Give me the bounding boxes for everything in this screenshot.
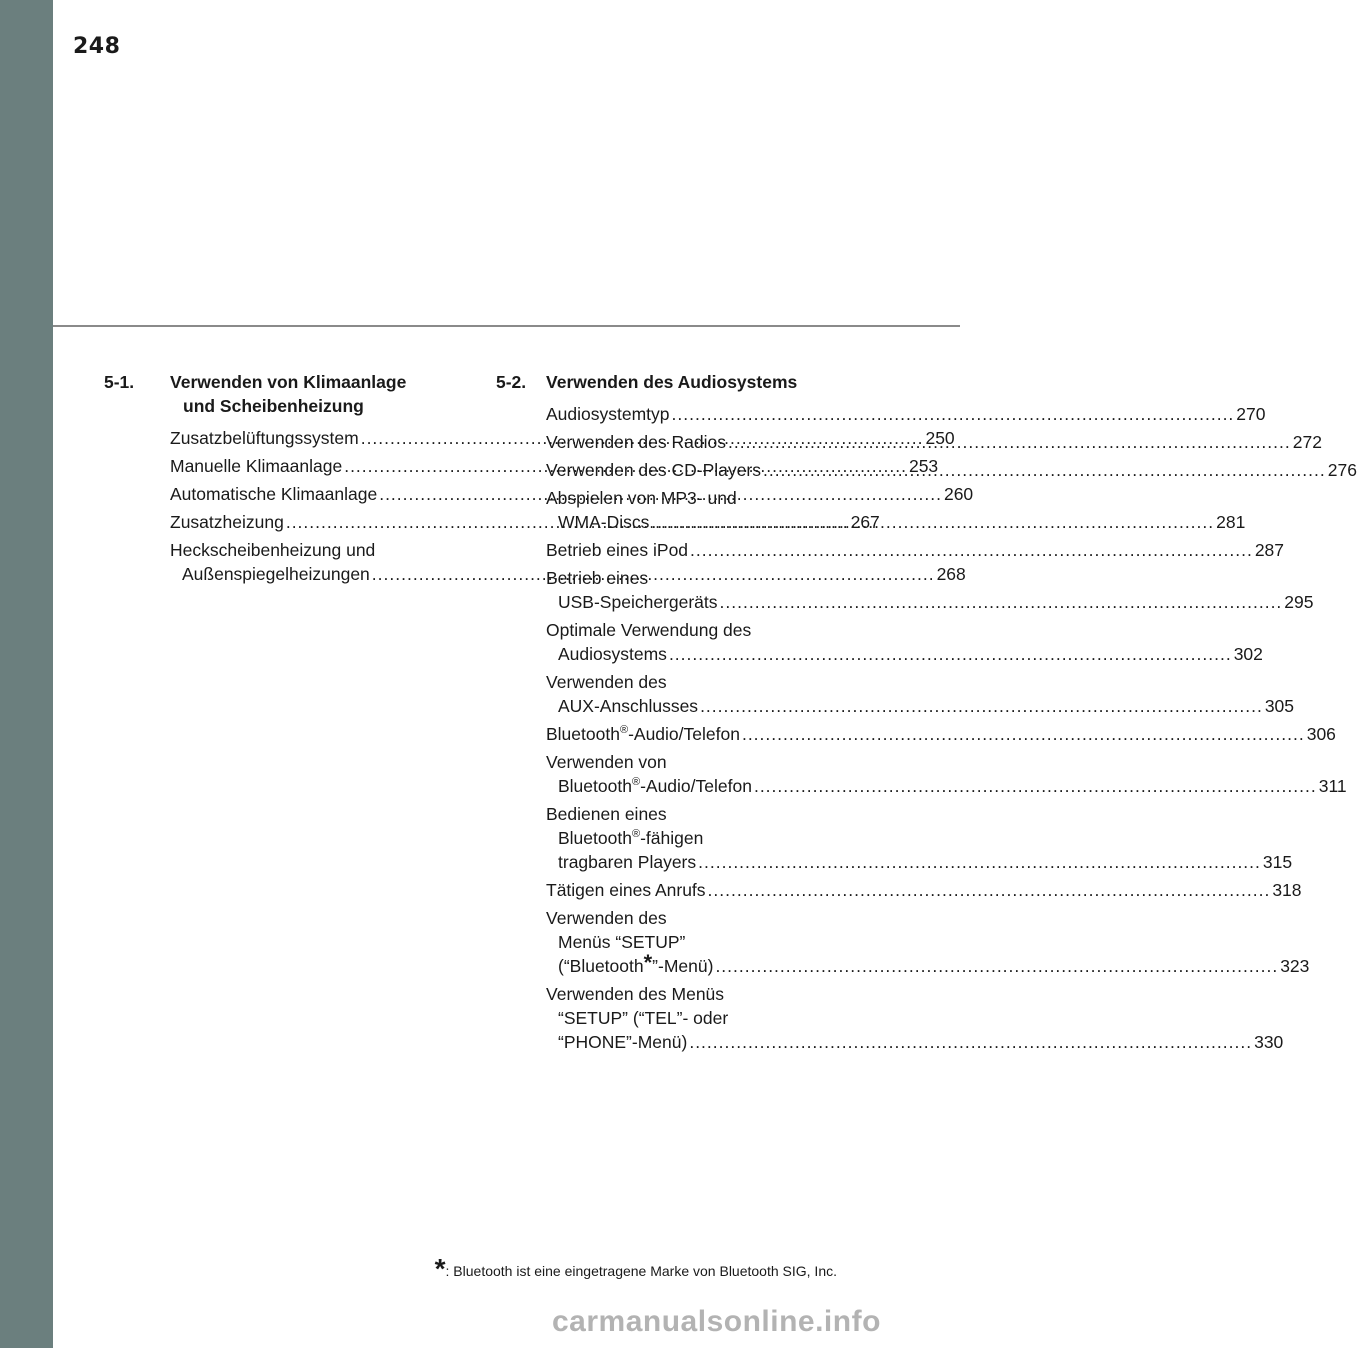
section-heading (496, 370, 837, 394)
entry-title-line: Abspielen von MP3- und (546, 488, 737, 508)
entry-page: 318 (1272, 880, 1302, 900)
entry-page: 272 (1292, 432, 1322, 452)
section-number: 5-2. (496, 372, 527, 392)
entry-page: 323 (1280, 956, 1310, 976)
entry-title-line: Bluetooth®-fähigen (558, 828, 704, 848)
section-title-line1: Verwenden des Audiosystems (546, 372, 798, 392)
page-number: 248 (73, 34, 121, 59)
section-title-line1: Verwenden von Klimaanlage (170, 372, 407, 392)
dot-leader (667, 644, 1234, 664)
entry-page: 306 (1306, 724, 1336, 744)
entry-page: 250 (925, 428, 955, 448)
entry-title-line: Betrieb eines (546, 568, 649, 588)
toc-entry[interactable] (546, 750, 1347, 798)
entry-page: 260 (943, 484, 974, 504)
dot-leader (649, 512, 1216, 532)
entry-title: Audiosystems (558, 644, 667, 664)
entry-title: Bluetooth®-Audio/Telefon (558, 776, 752, 796)
entry-title-line: Bedienen eines (546, 804, 667, 824)
dot-leader (670, 404, 1237, 424)
section-number: 5-1. (104, 372, 135, 392)
entry-page: 330 (1254, 1032, 1284, 1052)
entry-title-line: “SETUP” (“TEL”- oder (558, 1008, 729, 1028)
entry-title: “PHONE”-Menü) (558, 1032, 688, 1052)
entry-page: 305 (1264, 696, 1295, 716)
section-title (170, 370, 464, 418)
entry-title: Verwenden des CD-Players (546, 460, 761, 480)
footnote (435, 1253, 837, 1285)
entry-page: 315 (1262, 852, 1293, 872)
entry-title: Tätigen eines Anrufs (546, 880, 706, 900)
toc-entry[interactable] (546, 618, 1263, 666)
toc-entry[interactable] (546, 982, 1284, 1054)
dot-leader (726, 432, 1293, 452)
entry-page: 311 (1318, 776, 1347, 796)
dot-leader (696, 852, 1263, 872)
entry-title: Manuelle Klimaanlage (170, 456, 343, 476)
dot-leader (752, 776, 1319, 796)
dot-leader (740, 724, 1307, 744)
entry-page: 276 (1327, 460, 1357, 480)
horizontal-divider (53, 325, 960, 327)
toc-entry[interactable] (546, 878, 1302, 902)
dot-leader (706, 880, 1273, 900)
entry-title-line: Verwenden des Menüs (546, 984, 725, 1004)
entry-title: Betrieb eines iPod (546, 540, 689, 560)
entry-title-line: Verwenden des (546, 908, 667, 928)
footnote-asterisk: * (434, 1253, 446, 1284)
entry-title: Bluetooth®-Audio/Telefon (546, 724, 740, 744)
entry-title: Verwenden des Radios (546, 432, 726, 452)
entry-title: Automatische Klimaanlage (170, 484, 378, 504)
toc-entry[interactable] (546, 402, 1266, 426)
toc-entry[interactable] (546, 722, 1336, 746)
entry-title: USB-Speichergeräts (558, 592, 718, 612)
entry-title: Zusatzheizung (170, 512, 284, 532)
entry-page: 295 (1284, 592, 1314, 612)
dot-leader (688, 540, 1255, 560)
entry-title-line: Heckscheibenheizung und (170, 540, 376, 560)
entry-title-line: Menüs “SETUP” (558, 932, 686, 952)
entry-title: (“Bluetooth*”-Menü) (558, 950, 714, 976)
entry-title: AUX-Anschlusses (558, 696, 699, 716)
dot-leader (718, 592, 1285, 612)
entry-page: 267 (850, 512, 880, 532)
entry-title-line: Verwenden von (546, 752, 667, 772)
entry-page: 253 (908, 456, 939, 476)
entry-title: Außenspiegelheizungen (182, 564, 370, 584)
entry-title: Zusatzbelüftungssystem (170, 428, 359, 448)
footnote-text: : Bluetooth ist eine eingetragene Marke von Bluetooth SIG, Inc. (445, 1263, 837, 1279)
entry-title-line: Optimale Verwendung des (546, 620, 752, 640)
dot-leader (687, 1032, 1254, 1052)
entry-title-line: Verwenden des (546, 672, 667, 692)
entry-title: tragbaren Players (558, 852, 697, 872)
section-title (546, 370, 837, 394)
toc-entry[interactable] (546, 538, 1285, 562)
section-title-line2: und Scheibenheizung (183, 396, 364, 416)
toc-entry[interactable] (546, 670, 1295, 718)
dot-leader (761, 460, 1328, 480)
toc-entry[interactable] (546, 802, 1293, 874)
section-heading (104, 370, 464, 418)
entry-page: 270 (1236, 404, 1266, 424)
entry-page: 302 (1233, 644, 1263, 664)
entry-page: 268 (936, 564, 966, 584)
dot-leader (713, 956, 1280, 976)
watermark: carmanualsonline.info (552, 1305, 881, 1338)
entry-title: Audiosystemtyp (546, 404, 670, 424)
entry-page: 281 (1216, 512, 1246, 532)
toc-entry[interactable] (546, 906, 1310, 978)
entry-page: 287 (1254, 540, 1285, 560)
side-color-band (0, 0, 53, 1348)
entry-title: WMA-Discs (558, 512, 650, 532)
dot-leader (698, 696, 1265, 716)
